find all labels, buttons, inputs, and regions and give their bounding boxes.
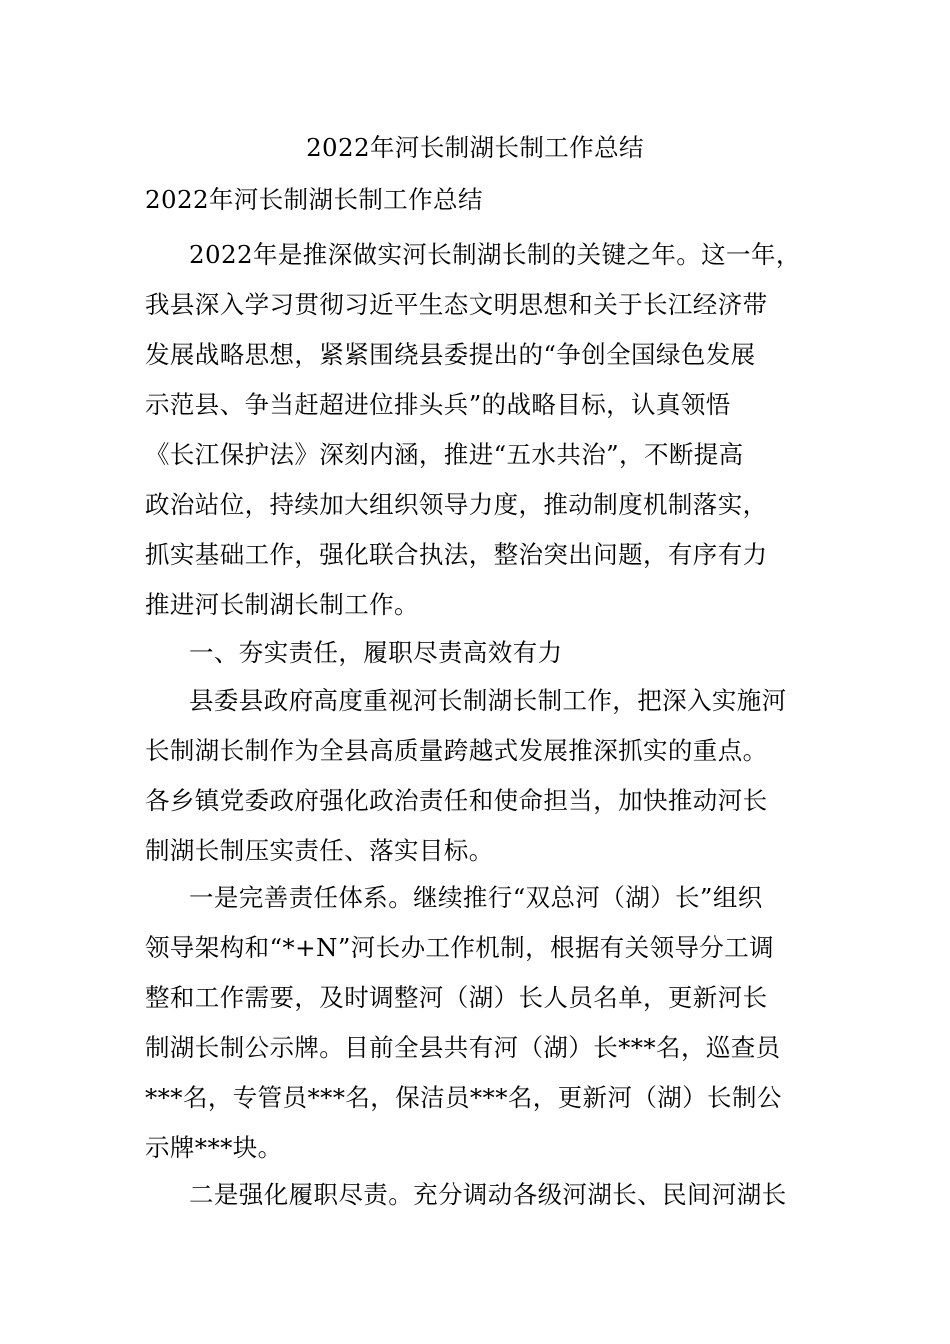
paragraph-line: 长制湖长制作为全县高质量跨越式发展推深抓实的重点。 bbox=[145, 736, 768, 765]
paragraph-line: 政治站位，持续加大组织领导力度，推动制度机制落实， bbox=[145, 490, 768, 519]
paragraph-line: 二是强化履职尽责。充分调动各级河湖长、民间河湖长 bbox=[189, 1180, 787, 1209]
paragraph-line: 示牌***块。 bbox=[145, 1133, 283, 1162]
paragraph-section-1 bbox=[145, 676, 815, 876]
document-subtitle: 2022年河长制湖长制工作总结 bbox=[145, 185, 483, 214]
paragraph-line: ***名，专管员***名，保洁员***名，更新河（湖）长制公 bbox=[145, 1083, 782, 1112]
section-heading: 一、夯实责任，履职尽责高效有力 bbox=[189, 638, 563, 667]
section-heading-1 bbox=[145, 628, 815, 678]
paragraph-line: 一是完善责任体系。继续推行“双总河（湖）长”组织 bbox=[189, 883, 763, 912]
paragraph-line: 各乡镇党委政府强化政治责任和使命担当，加快推动河长 bbox=[145, 786, 768, 815]
paragraph-duty-performance bbox=[145, 1170, 815, 1220]
paragraph-line: 县委县政府高度重视河长制湖长制工作，把深入实施河 bbox=[189, 686, 787, 715]
paragraph-intro bbox=[145, 230, 815, 630]
document-title: 2022年河长制湖长制工作总结 bbox=[306, 133, 644, 162]
paragraph-responsibility-system bbox=[145, 873, 815, 1173]
paragraph-line: 整和工作需要，及时调整河（湖）长人员名单，更新河长 bbox=[145, 983, 768, 1012]
paragraph-line: 2022年是推深做实河长制湖长制的关键之年。这一年， bbox=[189, 240, 801, 269]
paragraph-line: 制湖长制压实责任、落实目标。 bbox=[145, 836, 494, 865]
paragraph-line: 推进河长制湖长制工作。 bbox=[145, 590, 419, 619]
paragraph-line: 制湖长制公示牌。目前全县共有河（湖）长***名，巡查员 bbox=[145, 1033, 781, 1062]
paragraph-line: 发展战略思想，紧紧围绕县委提出的“争创全国绿色发展 bbox=[145, 340, 756, 369]
paragraph-line: 示范县、争当赶超进位排头兵”的战略目标，认真领悟 bbox=[145, 390, 731, 419]
paragraph-line: 《长江保护法》深刻内涵，推进“五水共治”，不断提高 bbox=[145, 440, 744, 469]
paragraph-line: 我县深入学习贯彻习近平生态文明思想和关于长江经济带 bbox=[145, 290, 768, 319]
paragraph-line: 领导架构和“*+N”河长办工作机制，根据有关领导分工调 bbox=[145, 933, 775, 962]
paragraph-line: 抓实基础工作，强化联合执法，整治突出问题，有序有力 bbox=[145, 540, 768, 569]
